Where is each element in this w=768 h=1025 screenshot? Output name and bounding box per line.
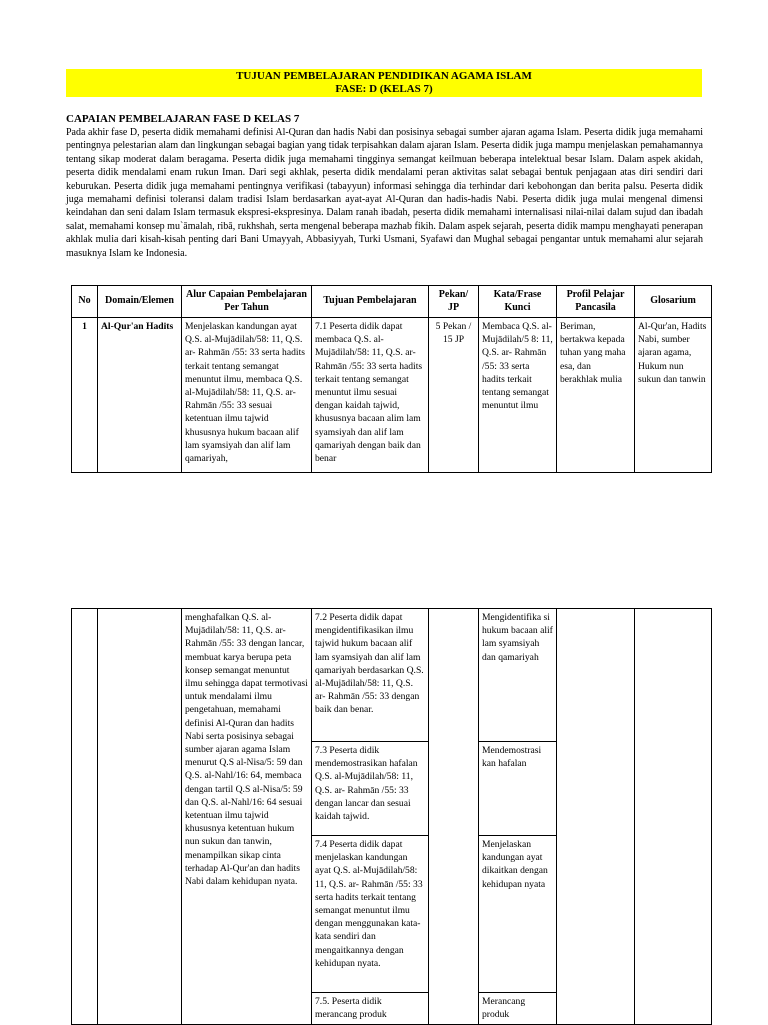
learning-objectives-table — [71, 285, 712, 473]
alur-cell-continued: menghafalkan Q.S. al-Mujādilah/58: 11, Q.S. ar- Rahmān /55: 33 dengan lancar, membuat karya berupa peta konsep semangat menuntut ilmu sehingga dapat termotivasi untuk mendalami ilmu pengetahuan, memahami definisi Al-Quran dan hadits Nabi serta posisinya sebagai sumber ajaran agama Islam menurut Q.S al-Nisa/5: 59 dan Q.S. al-Nahl/16: 64, membaca dengan tartil Q.S al-Nisa/5: 59 dan Q.S. al-Nahl/16: 64 sesuai ketentuan ilmu tajwid khususnya ketentuan hukum nun sukun dan tanwin, menampilkan sikap cinta terhadap Al-Qur'an dan hadits Nabi dalam kehidupan nyata. — [182, 609, 312, 1025]
document-title: TUJUAN PEMBELAJARAN PENDIDIKAN AGAMA ISLAM — [236, 70, 532, 82]
kata-cell: Menjelaskan kandungan ayat dikaitkan dengan kehidupan nyata — [479, 836, 557, 993]
col-header-glosarium: Glosarium — [635, 286, 712, 318]
profil-cell: Beriman, bertakwa kepada tuhan yang maha esa, dan berakhlak mulia — [557, 318, 635, 473]
intro-paragraph: Pada akhir fase D, peserta didik memahami definisi Al-Quran dan hadis Nabi dan posisinya sebagai sumber ajaran agama Islam. Peserta didik juga memahami pentingnya pelestarian alam dan lingkungan sebagai bagian yang tidak terpisahkan dalam ajaran Islam. Peserta didik juga mampu menjelaskan pemahamannya tentang sikap moderat dalam beragama. Peserta didik juga memahami tingginya semangat keilmuan beberapa intelektual besar Islam. Dalam aspek akidah, peserta didik mendalami enam rukun Iman. Dari segi akhlak, peserta didik mendalami peran aktivitas salat sebagai bentuk penjagaan atas diri sendiri dari keburukan. Peserta didik juga memahami pentingnya verifikasi (tabayyun) informasi sehingga dia terhindar dari kebohongan dan berita palsu. Peserta didik juga memahami definisi toleransi dalam tradisi Islam berdasarkan ayat-ayat Al-Quran dan hadis-hadis Nabi. Peserta didik juga mulai mengenal dimensi keindahan dan seni dalam Islam termasuk ekspresi-ekspresinya. Dalam ranah ibadah, peserta didik memahami internalisasi nilai-nilai dalam sujud dan ibadah salat, memahami konsep mu`āmalah, ribā, rukhshah, serta mengenal beberapa mazhab fikih. Dalam aspek sejarah, peserta didik mampu menghayati penerapan akhlak mulia dari kisah-kisah penting dari Bani Umayyah, Abbasiyyah, Turki Usmani, Syafawi dan Mughal sebagai pengantar untuk memahami alur sejarah masuknya Islam ke Indonesia. — [66, 127, 703, 259]
col-header-tujuan: Tujuan Pembelajaran — [312, 286, 429, 318]
col-header-kata: Kata/Frase Kunci — [479, 286, 557, 318]
table-row — [72, 609, 712, 742]
table-header-row — [72, 286, 712, 318]
col-header-alur: Alur Capaian Pembelajaran Per Tahun — [182, 286, 312, 318]
pekan-cell-empty — [429, 609, 479, 1025]
learning-objectives-table-continued — [71, 608, 712, 1025]
kata-cell: Merancang produk — [479, 993, 557, 1025]
domain-cell-empty — [98, 609, 182, 1025]
document-subtitle: FASE: D (KELAS 7) — [335, 83, 433, 95]
tujuan-cell: 7.3 Peserta didik mendemostrasikan hafalan Q.S. al-Mujādilah/58: 11, Q.S. ar- Rahmān /55: 33 dengan lancar dan sesuai kaidah tajwid. — [312, 742, 429, 836]
kata-cell: Mengidentifika si hukum bacaan alif lam syamsiyah dan qamariyah — [479, 609, 557, 742]
row-number: 1 — [72, 318, 98, 473]
glosarium-cell: Al-Qur'an, Hadits Nabi, sumber ajaran agama, Hukum nun sukun dan tanwin — [635, 318, 712, 473]
kata-cell: Mendemostrasi kan hafalan — [479, 742, 557, 836]
section-title: CAPAIAN PEMBELAJARAN FASE D KELAS 7 — [66, 113, 300, 125]
pekan-cell: 5 Pekan / 15 JP — [429, 318, 479, 473]
col-header-no: No — [72, 286, 98, 318]
table-row — [72, 318, 712, 473]
tujuan-cell: 7.1 Peserta didik dapat membaca Q.S. al-Mujādilah/58: 11, Q.S. ar- Rahmān /55: 33 serta hadits terkait tentang semangat menuntut ilmu sesuai dengan kaidah tajwid, khususnya bacaan alim lam syamsiyah dan alif lam qamariyah dengan baik dan benar — [312, 318, 429, 473]
tujuan-cell: 7.4 Peserta didik dapat menjelaskan kandungan ayat Q.S. al-Mujādilah/58: 11, Q.S. ar- Rahmān /55: 33 serta hadits terkait tentang semangat menuntut ilmu dengan menggunakan kata-kata sendiri dan mengaitkannya dengan kehidupan nyata. — [312, 836, 429, 993]
tujuan-cell: 7.2 Peserta didik dapat mengidentifikasikan ilmu tajwid hukum bacaan alif lam syamsiyah dan alif lam qamariyah berdasarkan Q.S. al-Mujādilah/58: 11, Q.S. ar- Rahmān /55: 33 dengan baik dan benar. — [312, 609, 429, 742]
col-header-domain: Domain/Elemen — [98, 286, 182, 318]
col-header-pekan: Pekan/ JP — [429, 286, 479, 318]
domain-cell: Al-Qur'an Hadits — [98, 318, 182, 473]
row-number-empty — [72, 609, 98, 1025]
kata-cell: Membaca Q.S. al-Mujādilah/5 8: 11, Q.S. ar- Rahmān /55: 33 serta hadits terkait tentang semangat menuntut ilmu — [479, 318, 557, 473]
alur-cell: Menjelaskan kandungan ayat Q.S. al-Mujādilah/58: 11, Q.S. ar- Rahmān /55: 33 serta hadits terkait tentang semangat menuntut ilmu, membaca Q.S. al-Mujādilah/58: 11, Q.S. ar- Rahmān /55: 33 sesuai ketentuan ilmu tajwid khususnya hukum bacaan alif lam syamsiyah dan alif lam qamariyah, — [182, 318, 312, 473]
profil-cell-empty — [557, 609, 635, 1025]
glosarium-cell-empty — [635, 609, 712, 1025]
tujuan-cell: 7.5. Peserta didik merancang produk — [312, 993, 429, 1025]
col-header-profil: Profil Pelajar Pancasila — [557, 286, 635, 318]
document-title-band — [66, 69, 702, 97]
